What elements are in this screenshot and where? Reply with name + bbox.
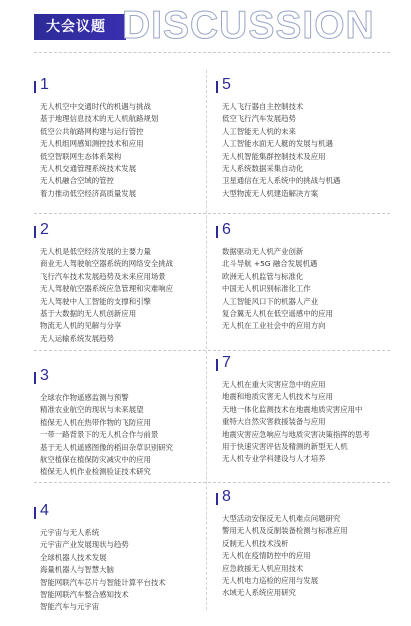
topic-item: 基于地理信息技术的无人机航路规划 xyxy=(40,114,159,124)
topic-item: 应急救援无人机应用技术 xyxy=(222,563,304,573)
section-marker xyxy=(216,359,218,371)
topic-item: 反制无人机技术浅析 xyxy=(222,538,289,548)
topic-item: 无人机空中交通时代的机遇与挑战 xyxy=(40,102,151,111)
topic-item: 警用无人机及反制装备检测与标准应用 xyxy=(222,526,348,536)
topic-item: 水域无人系统应用研究 xyxy=(222,588,296,598)
topic-item: 一带一路背景下的无人机合作与前景 xyxy=(40,430,159,440)
topic-item: 植保无人机作业检测验证技术研究 xyxy=(40,467,151,477)
top-divider xyxy=(34,52,390,53)
topic-item: 地震灾害应急响应与地质灾害决策指挥的思考 xyxy=(222,429,370,439)
topic-item: 全球农作物遥感监测与预警 xyxy=(40,393,129,402)
topic-item: 航空植保在植保防灾减灾中的应用 xyxy=(40,455,151,465)
divider-row-3 xyxy=(34,482,390,483)
topic-item: 人工智能风口下的机器人产业 xyxy=(222,296,319,306)
page-title: 大会议题 xyxy=(46,19,106,35)
section-number: 8 xyxy=(222,488,231,505)
topic-item: 人工智能水面无人艇的发展与机遇 xyxy=(222,139,333,149)
topic-item: 全球机器人技术发展 xyxy=(40,552,107,562)
page-title-english: DISCUSSION xyxy=(122,4,375,47)
topic-item: 无人机在疫情防控中的应用 xyxy=(222,551,311,561)
topic-item: 数据驱动无人机产业创新 xyxy=(222,247,304,256)
section-topic-list xyxy=(40,392,173,479)
topic-item: 无人机是低空经济发展的主要力量 xyxy=(40,247,151,256)
section-topic-list xyxy=(222,379,370,466)
topic-item: 植保无人机在热带作物的飞防应用 xyxy=(40,417,151,427)
topic-item: 无人机融合空域的管控 xyxy=(40,176,114,186)
topic-item: 商业无人驾驶航空器系统的网络安全挑战 xyxy=(40,259,174,269)
section-number: 1 xyxy=(40,76,49,93)
topic-item: 低空飞行汽车发展趋势 xyxy=(222,114,296,124)
topic-item: 中国无人机识别标准化工作 xyxy=(222,284,311,294)
topic-item: 无人机组网感知测控技术和应用 xyxy=(40,139,144,149)
topic-item: 重特大自然灾害救援装备与应用 xyxy=(222,417,326,427)
topic-item: 低空公共航路网构建与运行管控 xyxy=(40,126,144,136)
section-topic-list xyxy=(222,246,333,333)
section-number: 3 xyxy=(40,367,49,384)
section-marker xyxy=(216,226,218,238)
topic-item: 无人机交通管理系统技术发展 xyxy=(40,164,137,174)
topic-item: 基于大数据的无人机创新应用 xyxy=(40,309,137,319)
section-number: 4 xyxy=(40,502,49,519)
topic-item: 北斗导航 +5G 融合发展机遇 xyxy=(222,259,318,269)
topic-item: 海量机器人与智慧大脑 xyxy=(40,565,114,575)
topic-item: 无人飞行器自主控制技术 xyxy=(222,102,304,111)
divider-row-1 xyxy=(34,213,390,214)
topic-item: 低空智联网生态体系架构 xyxy=(40,151,122,161)
section-number: 2 xyxy=(40,221,49,238)
topic-item: 欧洲无人机监管与标准化 xyxy=(222,271,304,281)
section-marker xyxy=(34,226,36,238)
topic-item: 用于快速灾害评估及精测的新型无人机 xyxy=(222,442,348,452)
topic-item: 无人机电力巡检的应用与发展 xyxy=(222,576,319,586)
topic-item: 智能网联汽车整合感知技术 xyxy=(40,590,129,600)
topic-item: 元宇宙产业发展现状与趋势 xyxy=(40,540,129,550)
topic-item: 智能网联汽车芯片与智能计算平台技术 xyxy=(40,577,166,587)
topic-item: 物流无人机的见解与分享 xyxy=(40,321,122,331)
section-topic-list xyxy=(222,101,340,200)
topic-item: 无人驾驶航空器系统应急管理和灾难响应 xyxy=(40,284,174,294)
topic-item: 大型活动安保反无人机难点问题研究 xyxy=(222,514,341,523)
section-number: 7 xyxy=(222,354,231,371)
section-marker xyxy=(216,81,218,93)
section-marker xyxy=(34,372,36,384)
section-marker xyxy=(216,493,218,505)
topic-item: 无人机在工业社会中的应用方向 xyxy=(222,321,326,331)
topic-item: 无人机专业学科建设与人才培养 xyxy=(222,454,326,464)
topic-item: 基于无人机遥感图像的稻田杂草识别研究 xyxy=(40,442,174,452)
section-topic-list xyxy=(40,246,173,345)
topic-item: 着力推动低空经济高质量发展 xyxy=(40,188,137,198)
topic-item: 精准农业航空的现状与未来展望 xyxy=(40,405,144,415)
section-number: 6 xyxy=(222,221,231,238)
section-topic-list xyxy=(40,527,166,614)
topic-item: 元宇宙与无人系统 xyxy=(40,528,100,537)
topic-item: 复合翼无人机在低空遥感中的应用 xyxy=(222,309,333,319)
topic-item: 无人系统数据采集自动化 xyxy=(222,164,304,174)
topic-item: 卫星通信在无人系统中的挑战与机遇 xyxy=(222,176,341,186)
column-divider xyxy=(206,70,207,610)
topic-item: 无人机在重大灾害应急中的应用 xyxy=(222,380,326,389)
divider-row-2 xyxy=(34,350,390,351)
topic-item: 人工智能无人机的未来 xyxy=(222,126,296,136)
section-number: 5 xyxy=(222,76,231,93)
topic-item: 无人运输系统发展趋势 xyxy=(40,333,114,343)
topic-item: 无人驾驶中人工智能的支撑和引擎 xyxy=(40,296,151,306)
topic-item: 天地一体化监测技术在地震地质灾害应用中 xyxy=(222,404,363,414)
topic-item: 大型物流无人机建造解决方案 xyxy=(222,188,319,198)
topic-item: 无人机智能集群控制技术及应用 xyxy=(222,151,326,161)
section-marker xyxy=(34,507,36,519)
topic-item: 智能汽车与元宇宙 xyxy=(40,602,100,612)
section-topic-list xyxy=(222,513,348,600)
section-topic-list xyxy=(40,101,158,200)
section-marker xyxy=(34,81,36,93)
topic-item: 飞行汽车技术发展趋势及未来应用场景 xyxy=(40,271,166,281)
topic-item: 地震和地质灾害无人机技术与应用 xyxy=(222,392,333,402)
